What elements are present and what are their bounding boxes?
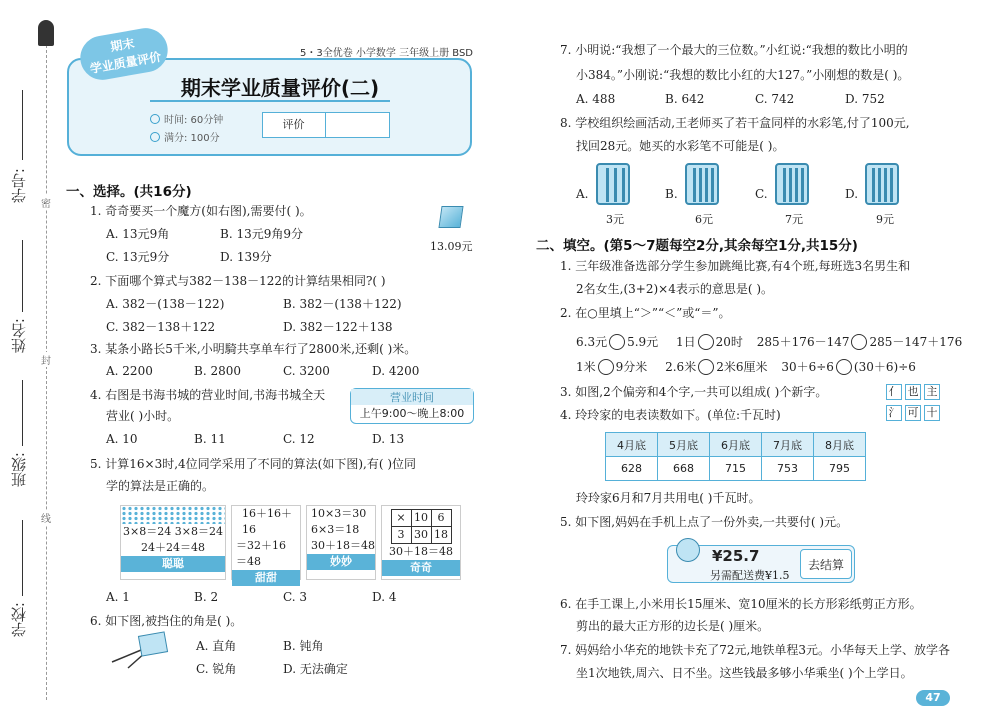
pen-icon [693,168,696,202]
s2-q5-text: 5. 如下图,妈妈在手机上点了一份外卖,一共要付( )元。 [560,515,849,529]
q3-text: 3. 某条小路长5千米,小明騎共享单车行了2800米,还剩( )米。 [90,342,417,356]
q1-option-a[interactable]: A. 13元9角 [106,227,170,241]
pen-icon [890,168,893,202]
q7-option-a[interactable]: A. 488 [576,92,616,106]
radical-chars-row2 [886,405,943,421]
pen-icon [884,168,887,202]
s2-q1-line1: 1. 三年级准备选部分学生参加跳绳比赛,有4个班,每班选3名男生和 [560,259,911,273]
q1-option-c[interactable]: C. 13元9分 [106,250,170,264]
meter-value: 628 [606,457,658,481]
method2-line2: ＝32＋16 [236,539,286,552]
grid-cell: 18 [431,527,451,544]
method3-line2: 6×3＝18 [311,523,360,536]
name-blank[interactable] [22,240,23,312]
clock-icon [150,114,160,124]
q8-option-d[interactable]: D. [845,187,859,201]
pen-box-c [775,163,809,205]
compare-left: 1日 [676,335,696,349]
binding-strip [0,0,62,725]
class-label: 班级: [10,452,28,488]
q2-option-b[interactable]: B. 382－(138＋122) [283,297,402,311]
q6-option-a[interactable]: A. 直角 [196,639,237,653]
rocket-icon [38,20,54,46]
compare-circle[interactable] [609,334,625,350]
hours-title: 营业时间 [351,389,473,405]
hidden-angle-figure [106,628,176,670]
student-name-2: 甜甜 [232,570,300,586]
s2-q4-after: 玲玲家6月和7月共用电( )千瓦时。 [576,491,761,505]
grid-cell: × [391,510,411,527]
dot-array [121,506,225,524]
q8-option-c[interactable]: C. [755,187,768,201]
s2-q1-line2: 2名女生,(3+2)×4表示的意思是( )。 [576,282,774,296]
s2-q4-text: 4. 玲玲家的电表读数如下。(单位:千瓦时) [560,408,781,422]
compare-row-2 [576,358,916,375]
time-text: 时间: 60分钟 [164,115,224,126]
s2-q6-line1: 6. 在手工课上,小米用长15厘米、宽10厘米的长方形彩纸剪正方形。 [560,597,922,611]
q7-line1: 7. 小明说:“我想了一个最大的三位数。”小红说:“我想的数比小明的 [560,43,908,57]
badge-line2: 学业质量评价 [88,49,163,77]
q7-line2: 小384。”小刚说:“我想的数比小红的大127。”小刚想的数是( )。 [576,68,910,82]
grid-cell: 6 [431,510,451,527]
checkout-button[interactable]: 去结算 [800,549,852,579]
char-box: 十 [924,405,940,421]
q5-option-c[interactable]: C. 3 [283,590,308,604]
pen-icon [699,168,702,202]
pen-icon [606,168,609,202]
pen-price-b: 6元 [695,213,713,226]
q1-option-b[interactable]: B. 13元9角9分 [220,227,303,241]
q3-option-c[interactable]: C. 3200 [283,364,330,378]
grid-cell: 10 [411,510,431,527]
compare-circle[interactable] [836,359,852,375]
seal-mark-top: 密 [41,195,51,210]
pen-icon [622,168,625,202]
pen-icon [705,168,708,202]
q1-text: 1. 奇奇要买一个魔方(如右图),需要付( )。 [90,204,312,218]
pen-icon [795,168,798,202]
q6-option-c[interactable]: C. 锐角 [196,662,237,676]
meter-header: 7月底 [762,433,814,457]
q7-option-d[interactable]: D. 752 [845,92,885,106]
compare-left: 2.6米 [665,360,697,374]
method-miaomiao [306,505,376,580]
q2-text: 2. 下面哪个算式与382－138－122的计算结果相同?( ) [90,274,386,288]
pen-icon [872,168,875,202]
compare-right: 20时 [715,335,743,349]
s2-q6-line2: 剪出的最大正方形的边长是( )厘米。 [576,619,770,633]
q4-option-d[interactable]: D. 13 [372,432,405,446]
section1-title: 一、选择。(共16分) [66,184,192,200]
s2-q2-text: 2. 在○里填上“＞”“＜”或“＝”。 [560,306,731,320]
q4-option-b[interactable]: B. 11 [194,432,226,446]
s2-q7-line1: 7. 妈妈给小华充的地铁卡充了72元,地铁单程3元。小华每天上学、放学各 [560,643,950,657]
pen-box-a [596,163,630,205]
meter-value: 753 [762,457,814,481]
method-congcong [120,505,226,580]
q7-option-b[interactable]: B. 642 [665,92,705,106]
method-qiqi [381,505,461,580]
seal-mark-bot: 线 [41,510,51,525]
grid-cell: 3 [391,527,411,544]
pen-icon [878,168,881,202]
radical-chars-row1 [886,384,943,400]
q7-option-c[interactable]: C. 742 [755,92,795,106]
student-id-blank[interactable] [22,90,23,160]
q8-option-b[interactable]: B. [665,187,678,201]
q4-line1: 4. 右图是书海书城的营业时间,书海书城全天 [90,388,326,402]
pen-icon [801,168,804,202]
delivery-fee: 另需配送费¥1.5 [710,569,790,582]
method-tiantian [231,505,301,584]
pen-price-d: 9元 [876,213,894,226]
compare-right: 2米6厘米 [716,360,768,374]
q8-line2: 找回28元。她买的水彩笔不可能是( )。 [576,139,785,153]
compare-left: 6.3元 [576,335,608,349]
q6-option-d[interactable]: D. 无法确定 [283,662,348,676]
q3-option-b[interactable]: B. 2800 [194,364,241,378]
q8-line1: 8. 学校组织绘画活动,王老师买了若干盒同样的水彩笔,付了100元, [560,116,910,130]
compare-right: 5.9元 [627,335,659,349]
meter-table [605,432,866,481]
q2-option-d[interactable]: D. 382－122＋138 [283,320,393,334]
q5-line2: 学的算法是正确的。 [106,479,215,493]
grid-cell: 30 [411,527,431,544]
compare-left: 1米 [576,360,596,374]
q5-option-a[interactable]: A. 1 [106,590,130,604]
char-box: 主 [924,384,940,400]
student-name-3: 妙妙 [307,554,375,570]
time-info [150,111,223,126]
check-icon [150,132,160,142]
char-box: 氵 [886,405,902,421]
method2-line1: 16＋16＋16 [242,507,292,536]
cut-line [46,40,47,700]
compare-right: 285－147＋176 [869,335,963,349]
q4-line2: 营业( )小时。 [106,409,180,423]
pen-box-d [865,163,899,205]
method3-line1: 10×3＝30 [311,507,367,520]
q3-option-a[interactable]: A. 2200 [106,364,153,378]
q4-option-a[interactable]: A. 10 [106,432,138,446]
q3-option-d[interactable]: D. 4200 [372,364,420,378]
pen-icon [783,168,786,202]
meter-header: 4月底 [606,433,658,457]
full-score-text: 满分: 100分 [164,133,220,144]
score-info [150,129,220,144]
compare-circle[interactable] [851,334,867,350]
char-box: 亻 [886,384,902,400]
pen-box-b [685,163,719,205]
section2-title: 二、填空。(第5～7题每空2分,其余每空1分,共15分) [536,238,858,254]
method4-sum: 30＋18＝48 [389,545,453,558]
rubiks-cube-icon [438,206,463,228]
meter-header: 6月底 [710,433,762,457]
compare-circle[interactable] [698,334,714,350]
q5-option-d[interactable]: D. 4 [372,590,397,604]
score-label: 评价 [262,112,326,138]
compare-right: 9分米 [615,360,648,374]
compare-right: (30＋6)÷6 [853,360,916,374]
page-title: 期末学业质量评价(二) [180,76,380,100]
char-box: 可 [905,405,921,421]
s2-q3-text: 3. 如图,2个偏旁和4个字,一共可以组成( )个新字。 [560,385,828,399]
series-info: 5・3全优卷 小学数学 三年级上册 BSD [300,48,473,59]
multiplication-grid [391,509,452,544]
cube-price: 13.09元 [430,240,473,253]
compare-left: 285＋176－147 [756,335,850,349]
page-number: 47 [916,690,950,706]
compare-circle[interactable] [598,359,614,375]
method3-line3: 30＋18＝48 [311,539,375,552]
compare-row-1 [576,333,962,350]
q6-option-b[interactable]: B. 钝角 [283,639,324,653]
q6-text: 6. 如下图,被挡住的角是( )。 [90,614,243,628]
q5-option-b[interactable]: B. 2 [194,590,219,604]
pen-price-a: 3元 [606,213,624,226]
q5-line1: 5. 计算16×3时,4位同学采用了不同的算法(如下图),有( )位同 [90,457,417,471]
q4-option-c[interactable]: C. 12 [283,432,315,446]
school-blank[interactable] [22,520,23,596]
courier-avatar-icon [676,538,700,562]
order-price: ¥25.7 [712,547,760,565]
meter-value: 715 [710,457,762,481]
student-name-4: 奇奇 [382,560,460,576]
student-name-1: 聪聪 [121,556,225,572]
pen-icon [614,168,617,202]
pen-icon [789,168,792,202]
business-hours-card [350,388,474,424]
hours-value: 上午9:00～晚上8:00 [359,407,465,420]
name-label: 姓名: [10,318,28,354]
meter-header: 5月底 [658,433,710,457]
compare-left: 30＋6÷6 [781,360,834,374]
meter-value: 795 [814,457,866,481]
method2-line3: ＝48 [236,555,261,568]
s2-q7-line2: 坐1次地铁,周六、日不坐。这些钱最多够小华乘坐( )个上学日。 [576,666,913,680]
seal-mark-mid: 封 [41,352,51,367]
title-underline [150,100,390,102]
method1-line1: 3×8＝24 3×8＝24 [123,525,223,538]
char-box: 也 [905,384,921,400]
student-id-label: 学号: [10,168,28,204]
q2-option-c[interactable]: C. 382－138＋122 [106,320,216,334]
compare-circle[interactable] [698,359,714,375]
pen-price-c: 7元 [785,213,803,226]
method1-line2: 24＋24＝48 [141,541,205,554]
q1-option-d[interactable]: D. 139分 [220,250,272,264]
class-blank[interactable] [22,380,23,446]
q8-option-a[interactable]: A. [576,187,589,201]
meter-header: 8月底 [814,433,866,457]
school-label: 学校: [10,602,28,638]
pen-icon [711,168,714,202]
meter-value: 668 [658,457,710,481]
badge-line1: 期末 [109,36,136,55]
q2-option-a[interactable]: A. 382－(138－122) [106,297,225,311]
